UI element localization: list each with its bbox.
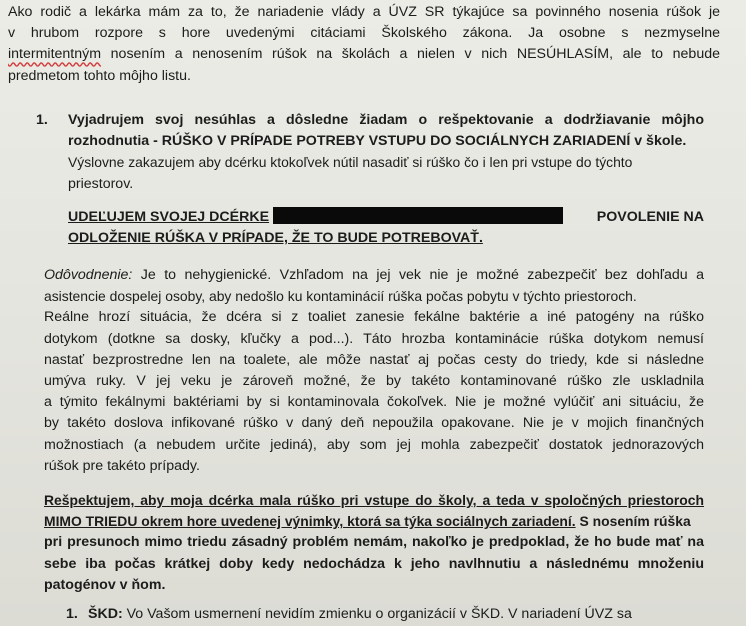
- text-line: rúšok pre takéto prípady.: [44, 457, 200, 474]
- text-line: ODLOŽENIE RÚŠKA V PRÍPADE, ŽE TO BUDE POTREBOVAŤ.: [68, 230, 483, 247]
- text-line: v hrubom rozpore s hore uvedenými citáciami Školského zákona. Ja osobne s nezmyselne: [8, 25, 720, 42]
- text-line: ŠKD: Vo Vašom usmernení nevidím zmienku o organizácií v ŠKD. V nariadení ÚVZ sa: [88, 606, 632, 622]
- point-number: 1.: [36, 112, 48, 128]
- text-line: MIMO TRIEDU okrem hore uvedenej výnimky, ktorá sa týka sociálnych zariadení. S nosením rúška: [44, 513, 691, 530]
- justification-paragraph: [44, 265, 704, 477]
- text-line: dotykom (dotkne sa dosky, kľučky a pod...). Táto hrozba kontaminácie rúška dotykom nemusí: [44, 330, 704, 347]
- text-line: Reálne hrozí situácia, že dcéra si z toaliet zanesie fekálne baktérie a iné patogény na rúško: [44, 309, 704, 326]
- text-line: Výslovne zakazujem aby dcérku ktokoľvek nútil nasadiť si rúško čo i len pri vstupe do týchto: [68, 154, 633, 171]
- redacted-name: [273, 207, 563, 224]
- text-line: umýva ruky. V jej veku je zároveň možné, že by takéto kontaminované rúško zle uskladnila: [44, 373, 704, 390]
- text-line: intermitentným nosením a nenosením rúšok na školách a nielen v nich NESÚHLASÍM, ale to nebude: [8, 46, 720, 63]
- text-line: a týmito fekálnymi baktériami by si kontaminovala čokoľvek. Nie je možné vylúčiť ani situáciu, že: [44, 394, 704, 411]
- text-line: priestorov.: [68, 175, 134, 192]
- text-line: pri presunoch mimo triedu zásadný problém nemám, nakoľko je predpoklad, že ho bude mať na: [44, 534, 704, 551]
- text-line: by takéto doslova infikované rúško v daný deň nepoužila opakovane. Nie je v mojich finančných: [44, 415, 704, 432]
- text-line: Vyjadrujem svoj nesúhlas a dôsledne žiadam o rešpektovanie a dodržiavanie môjho: [68, 112, 704, 128]
- text-line: Odôvodnenie: Je to nehygienické. Vzhľadom na jej vek nie je možné zabezpečiť bez dohľadu a: [44, 267, 704, 283]
- skd-label: ŠKD:: [88, 606, 123, 622]
- text-line: možnostiach (a nebudem určite jediná), aby som jej mohla zabezpečiť dostatok jednorazových: [44, 436, 704, 453]
- permission-statement: [68, 207, 704, 249]
- point-number: 1.: [66, 606, 78, 622]
- text-line: Ako rodič a lekárka mám za to, že nariadenie vlády a ÚVZ SR týkajúce sa povinného nosenia rúšok je: [8, 4, 720, 20]
- text-line: nastať bezprostredne len na toalete, ale môže nastať aj počas cesty do triedy, kde si následne: [44, 351, 704, 368]
- text-line: patogénov v ňom.: [44, 576, 166, 593]
- text-line: asistencie dospelej osoby, aby nedošlo ku kontaminácií rúška počas pobytu v týchto priestoroch.: [44, 288, 637, 305]
- justification-label: Odôvodnenie:: [44, 267, 133, 283]
- text-line: UDEĽUJEM SVOJEJ DCÉRKE POVOLENIE NA: [68, 209, 704, 225]
- intro-paragraph: [8, 2, 720, 87]
- respect-paragraph: [44, 490, 704, 596]
- text-line: sebe iba počas krátkej doby kedy nedochádza k jeho navlhnutiu a následnému množeniu: [44, 555, 704, 572]
- text-line: rozhodnutia - RÚŠKO V PRÍPADE POTREBY VSTUPU DO SOCIÁLNYCH ZARIADENÍ v škole.: [68, 133, 687, 150]
- text-line: Rešpektujem, aby moja dcérka mala rúško pri vstupe do školy, a teda v spoločných priestoroch: [44, 492, 704, 508]
- text-line: predmetom tohto môjho listu.: [8, 67, 191, 84]
- misspelled-word: intermitentným: [8, 46, 102, 63]
